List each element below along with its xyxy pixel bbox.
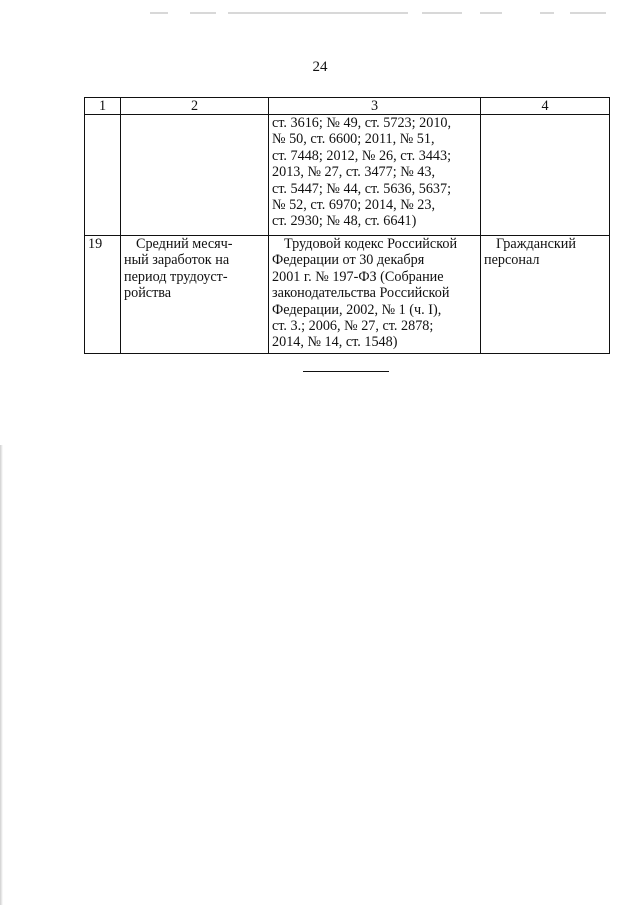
legal-basis-line: Федерации, 2002, № 1 (ч. I), bbox=[272, 301, 442, 318]
scan-edge-shadow bbox=[0, 445, 3, 905]
legal-basis-cell bbox=[269, 236, 481, 354]
row-number-cell bbox=[85, 115, 121, 236]
column-header-3: 3 bbox=[269, 98, 481, 115]
legal-basis-line: ст. 7448; 2012, № 26, ст. 3443; bbox=[272, 147, 452, 164]
table-row bbox=[85, 115, 610, 236]
payment-name-cell bbox=[121, 236, 269, 354]
column-header-2: 2 bbox=[121, 98, 269, 115]
column-header-4: 4 bbox=[481, 98, 610, 115]
personnel-category-line: персонал bbox=[484, 252, 540, 269]
column-header-1: 1 bbox=[85, 98, 121, 115]
legal-basis-line: 2001 г. № 197-ФЗ (Собрание bbox=[272, 268, 444, 285]
payment-name-line: Средний месяч- bbox=[136, 236, 233, 252]
document-table bbox=[84, 97, 610, 354]
payment-name-cell bbox=[121, 115, 269, 236]
end-of-table-rule bbox=[303, 371, 389, 372]
legal-basis-line: ст. 2930; № 48, ст. 6641) bbox=[272, 213, 417, 230]
legal-basis-line: 2013, № 27, ст. 3477; № 43, bbox=[272, 164, 436, 181]
personnel-category-cell bbox=[481, 115, 610, 236]
legal-basis-line: законодательства Российской bbox=[272, 285, 450, 302]
personnel-category-cell bbox=[481, 236, 610, 354]
legal-basis-line: Трудовой кодекс Российской bbox=[284, 236, 458, 252]
personnel-category-line: Гражданский bbox=[496, 236, 576, 252]
table-header-row bbox=[85, 98, 610, 115]
row-number-cell: 19 bbox=[85, 236, 121, 354]
legal-basis-line: ст. 5447; № 44, ст. 5636, 5637; bbox=[272, 180, 452, 197]
legal-basis-line: ст. 3616; № 49, ст. 5723; 2010, bbox=[272, 115, 452, 131]
legal-basis-line: № 52, ст. 6970; 2014, № 23, bbox=[272, 197, 436, 214]
legal-basis-line: № 50, ст. 6600; 2011, № 51, bbox=[272, 131, 435, 148]
legal-basis-line: ст. 3.; 2006, № 27, ст. 2878; bbox=[272, 318, 434, 335]
page-number: 24 bbox=[312, 59, 328, 75]
table-row bbox=[85, 236, 610, 354]
scan-artifact-top bbox=[150, 8, 610, 20]
legal-basis-cell bbox=[269, 115, 481, 236]
legal-basis-line: 2014, № 14, ст. 1548) bbox=[272, 334, 398, 351]
payment-name-line: ройства bbox=[124, 285, 172, 302]
payment-name-line: период трудоуст- bbox=[124, 268, 228, 285]
legal-basis-line: Федерации от 30 декабря bbox=[272, 252, 425, 269]
payment-name-line: ный заработок на bbox=[124, 252, 230, 269]
